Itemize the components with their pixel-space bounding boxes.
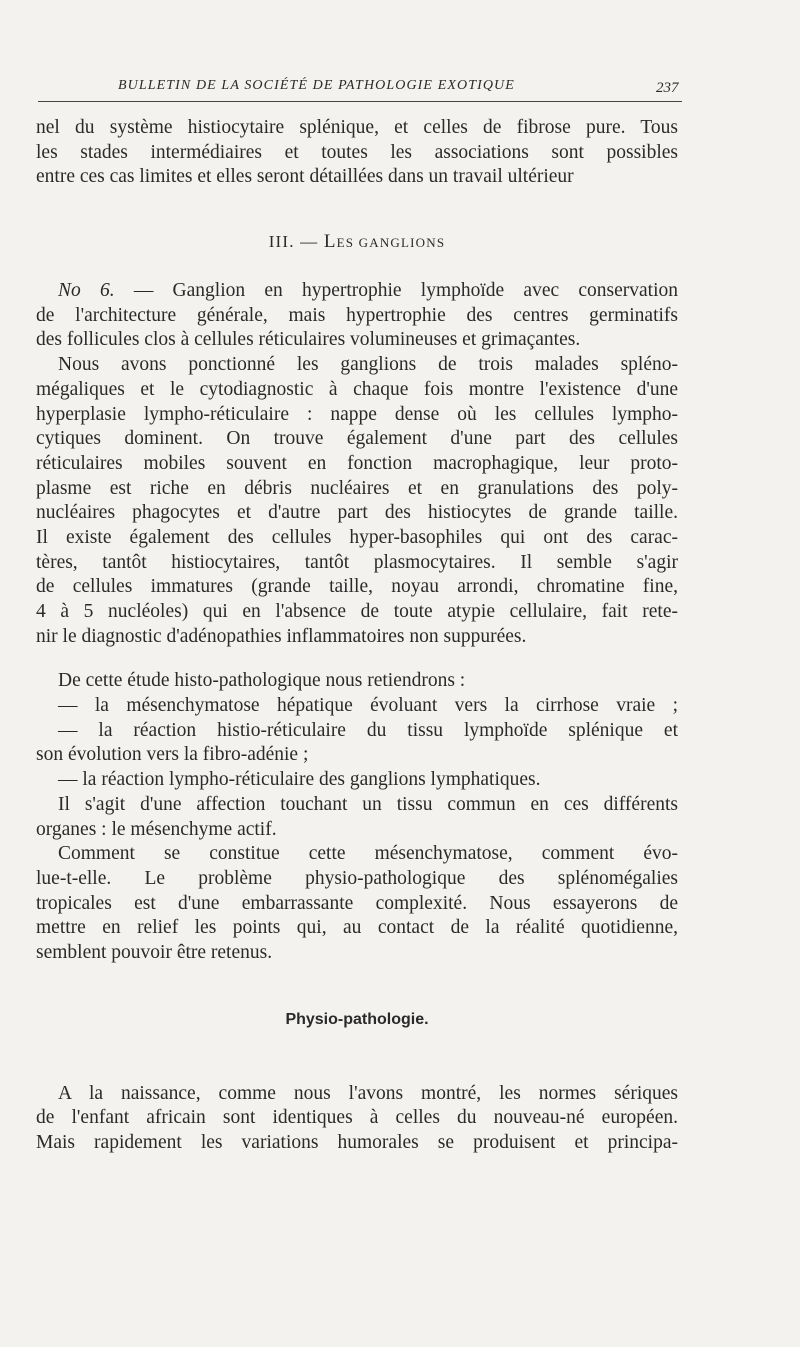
section-number: III. — [268,232,319,252]
section-heading-physio: Physio-pathologie. [285,1010,429,1028]
text-line: hyperplasie lympho-réticulaire : nappe dense où les cellules lympho- [36,403,678,425]
paragraph-birth [36,1082,678,1156]
list-item: — la réaction lympho-réticulaire des ganglions lymphatiques. [58,769,541,791]
text-line: lue-t-elle. Le problème physio-pathologique des splénomégalies [36,867,678,889]
text-line: des follicules clos à cellules réticulaires volumineuses et grimaçantes. [36,329,581,351]
case-label: No 6. [58,280,115,302]
text-line: 4 à 5 nucléoles) qui en l'absence de toute atypie cellulaire, fait rete- [36,601,678,622]
text-line: tropicales est d'une embarrassante complexité. Nous essayerons de [36,892,678,914]
paragraph-continuation [36,116,678,190]
list-item: — la réaction histio-réticulaire du tissu lymphoïde splénique et [58,719,678,741]
text-line: tères, tantôt histiocytaires, tantôt plasmocytaires. Il semble s'agir [36,551,678,573]
text-line: mégaliques et le cytodiagnostic à chaque fois montre l'existence d'une [36,378,678,400]
text-line [36,279,678,304]
text-line: de l'enfant africain sont identiques à celles du nouveau-né européen. [36,1107,678,1129]
section-title-initial: L [323,231,337,253]
case-title: — Ganglion en hypertrophie lymphoïde avec conservation [114,280,678,302]
section-title-rest: ES GANGLIONS [336,235,446,251]
header-rule [38,101,682,102]
running-title: BULLETIN DE LA SOCIÉTÉ DE PATHOLOGIE EXOTIQUE [118,78,515,93]
text-line: De cette étude histo-pathologique nous retiendrons : [58,670,466,692]
text-line: nel du système histiocytaire splénique, et celles de fibrose pure. Tous [36,117,678,138]
text-line: Il s'agit d'une affection touchant un tissu commun en ces différents [58,793,678,815]
text-line: Il existe également des cellules hyper-basophiles qui ont des carac- [36,526,678,548]
list-item: — la mésenchymatose hépatique évoluant vers la cirrhose vraie ; [58,695,678,717]
text-line: les stades intermédiaires et toutes les associations sont possibles [36,141,678,163]
text-line: cytiques dominent. On trouve également d'une part des cellules [36,428,678,450]
paragraph-conclusions [36,669,678,792]
text-line: Comment se constitue cette mésenchymatose, comment évo- [58,843,678,865]
text-line: réticulaires mobiles souvent en fonction macrophagique, leur proto- [36,452,678,474]
text-line: de cellules immatures (grande taille, noyau arrondi, chromatine fine, [36,576,678,598]
body-text [36,116,678,1156]
text-line: semblent pouvoir être retenus. [36,941,273,963]
paragraph-question [36,842,678,965]
text-line: organes : le mésenchyme actif. [36,818,277,840]
text-line: plasme est riche en débris nucléaires et en granulations des poly- [36,477,678,499]
text-line: A la naissance, comme nous l'avons montré, les normes sériques [58,1082,678,1104]
paragraph-case-6 [36,279,678,353]
text-line: Nous avons ponctionné les ganglions de trois malades spléno- [58,354,678,376]
paragraph-cytodiagnostic [36,353,678,649]
text-line: nir le diagnostic d'adénopathies inflammatoires non suppurées. [36,625,527,647]
text-line: nucléaires phagocytes et d'autre part des histiocytes de grande taille. [36,502,678,524]
text-line: son évolution vers la fibro-adénie ; [36,744,309,766]
text-line: entre ces cas limites et elles seront détaillées dans un travail ultérieur [36,166,574,188]
section-heading-ganglions [36,230,678,254]
page-number: 237 [656,80,679,96]
text-line: Mais rapidement les variations humorales se produisent et principa- [36,1132,678,1153]
text-line: de l'architecture générale, mais hypertrophie des centres germinatifs [36,304,678,326]
paragraph-mesenchyme [36,793,678,842]
text-line: mettre en relief les points qui, au contact de la réalité quotidienne, [36,917,678,939]
